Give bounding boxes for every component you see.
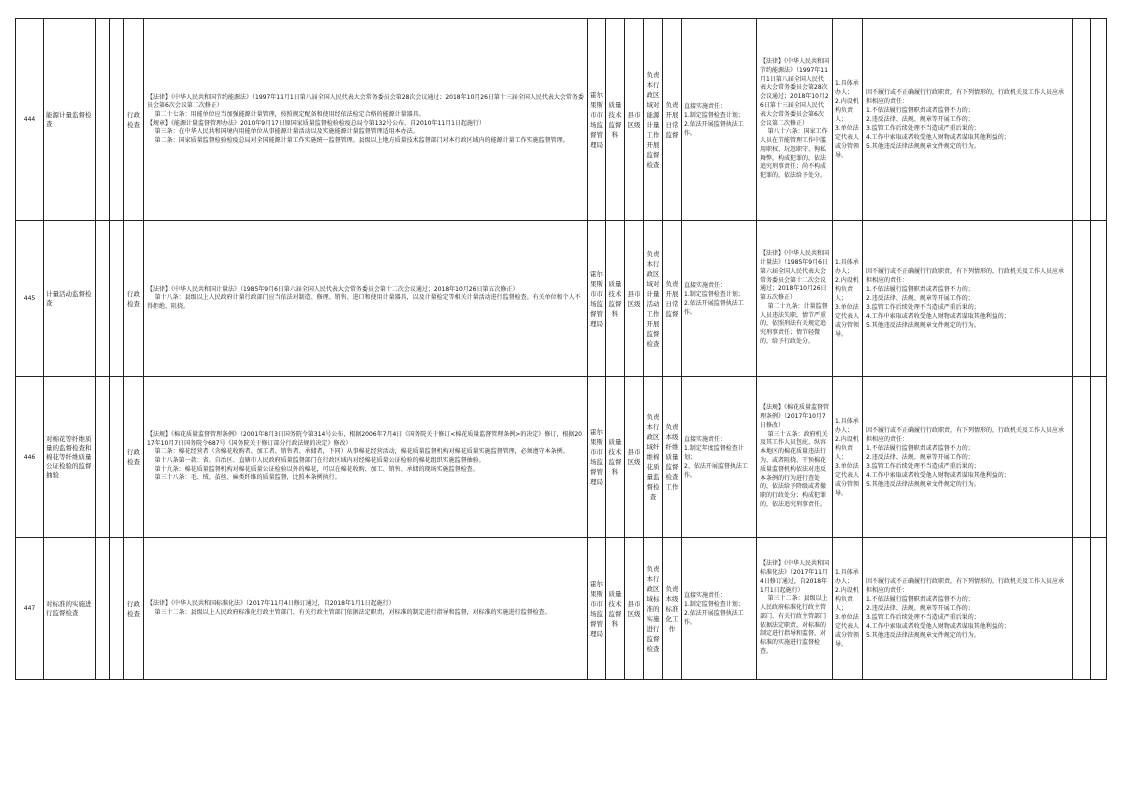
legal-basis: 【法律】《中华人民共和国计量法》（1985年9月6日第六届全国人民代表大会常务委员会第十二次会议通过；2018年10月26日第五次修正） 第十八条：县级以上人民政府计量行政部门应当依法对制造、修理、销售、进口和使用计量器具，以及计量检定等相关计量活动进行监督检查。有关单位和个人不得拒绝、阻挠。 [144, 221, 588, 377]
responsibility-table [15, 18, 1107, 680]
empty-cell [110, 377, 124, 538]
implementing-department: 霍尔果斯市市场监督管理局 [588, 221, 606, 377]
accountability-cases: 因不履行或不正确履行行政职责，有下列情形的，行政机关及工作人员应承担相应的责任： 1.不依法履行监督职责或者监督不力的； 2.违反法律、法规、规章等开展工作的； 3.监管工作后续处理不当造成严重后果的； 4.工作中索取或者收受他人财物或者谋取其他利益的； 5.其他违反法律法规规章文件规定的行为。 [863, 19, 1073, 221]
table-row [16, 377, 1107, 538]
responsibility-unit: 负责开展日常监督 [663, 221, 682, 377]
accountability-law: 【法律】《中华人民共和国计量法》（1985年9月6日第六届全国人民代表大会常务委员会第十二次会议通过；2018年10月26日第五次修正） 第二十九条：计量监督人员违法失职，情节严重的，依照刑法有关规定追究刑事责任；情节轻微的，给予行政处分。 [757, 221, 833, 377]
responsible-persons: 1.具体承办人； 2.内设机构负责人； 3.单位法定代表人或分管领导。 [833, 221, 863, 377]
item-number: 445 [16, 221, 44, 377]
responsible-persons: 1.具体承办人； 2.内设机构负责人； 3.单位法定代表人或分管领导。 [833, 19, 863, 221]
admin-level: 县市区级 [625, 19, 644, 221]
empty-cell [1091, 19, 1107, 221]
responsible-persons: 1.具体承办人； 2.内设机构负责人； 3.单位法定代表人或分管领导。 [833, 377, 863, 538]
empty-cell [1091, 221, 1107, 377]
accountability-cases: 因不履行或不正确履行行政职责，有下列情形的，行政机关及工作人员应承担相应的责任： 1.不依法履行监督职责或者监督不力的； 2.违反法律、法规、规章等开展工作的； 3.监管工作后续处理不当造成严重后果的； 4.工作中索取或者收受他人财物或者谋取其他利益的； 5.其他违反法律法规规章文件规定的行为。 [863, 221, 1073, 377]
item-category: 行政检查 [124, 221, 144, 377]
item-number: 446 [16, 377, 44, 538]
empty-cell [96, 538, 110, 680]
item-category: 行政检查 [124, 19, 144, 221]
item-category: 行政检查 [124, 377, 144, 538]
accountability-law: 【法律】《中华人民共和国标准化法》（2017年11月4日修订通过，自2018年1月1日起施行） 第三十二条：县级以上人民政府标准化行政主管部门、有关行政主管部门依据法定职责，对标准的制定进行指导和监督，对标准的实施进行监督检查。 [757, 538, 833, 680]
empty-cell [1073, 221, 1091, 377]
implementing-department: 霍尔果斯市市场监督管理局 [588, 19, 606, 221]
admin-level: 县市区级 [625, 221, 644, 377]
item-name: 计量活动监督检查 [44, 221, 96, 377]
empty-cell [1091, 377, 1107, 538]
implementing-department: 霍尔果斯市市场监督管理局 [588, 538, 606, 680]
responsibility-items: 直接实施责任： 1.制定监督检查计划； 2.依法开展监督执法工作。 [682, 19, 757, 221]
item-name: 对棉花等纤维质量的监督检查和棉花等纤维质量公证检验的监督抽验 [44, 377, 96, 538]
responsibility-items: 直接实施责任： 1.制定监督检查计划； 2.依法开展监督执法工作。 [682, 221, 757, 377]
item-name: 能源计量监督检查 [44, 19, 96, 221]
admin-level: 县市区级 [625, 538, 644, 680]
accountability-cases: 因不履行或不正确履行行政职责，有下列情形的，行政机关及工作人员应承担相应的责任： 1.不依法履行监督职责或者监督不力的； 2.违反法律、法规、规章等开展工作的； 3.监管工作后续处理不当造成严重后果的； 4.工作中索取或者收受他人财物或者谋取其他利益的； 5.其他违反法律法规规章文件规定的行为。 [863, 538, 1073, 680]
empty-cell [1073, 377, 1091, 538]
item-name: 对标准的实施进行监督检查 [44, 538, 96, 680]
responsibility-unit: 负责开展日常监督 [663, 19, 682, 221]
responsible-office: 质量技术监督科 [606, 221, 625, 377]
empty-cell [96, 377, 110, 538]
responsible-office: 质量技术监督科 [606, 377, 625, 538]
responsible-persons: 1.具体承办人； 2.内设机构负责人； 3.单位法定代表人或分管领导。 [833, 538, 863, 680]
responsibility-items: 直接实施责任： 1.制定监督检查计划； 2.依法开展监督执法工作。 [682, 538, 757, 680]
item-content: 负责本行政区域标准的实施进行监督检查 [644, 538, 663, 680]
legal-basis: 【法规】《棉花质量监督管理条例》（2001年8月3日国务院令第314号公布，根据2006年7月4日《国务院关于修订<棉花质量监督管理条例>的决定》修订，根据2017年10月7日国务院令687号《国务院关于修订部分行政法规的决定》修改） 第二条：棉花经营者（含棉花收购者、加工者、销售者、承储者，下同）从事棉花经营活动，棉花质量监督机构对棉花质量实施监督管理，必须遵守本条例。 第十八条第一款：省、自治区、直辖市人民政府质量监督部门在行政区域内对经棉花质量公证检验的棉花组织实施监督抽验。 第十九条：棉花质量监督机构对棉花质量公证检验以外的棉花，可以在棉花收购、加工、销售、承储的现场实施监督检查。 第三十八条：毛、绒、茧丝、麻类纤维的质量监督，比照本条例执行。 [144, 377, 588, 538]
empty-cell [1091, 538, 1107, 680]
accountability-law: 【法规】《棉花质量监督管理条例》（2017年10月7日修改） 第三十五条：政府机关及其工作人员包庇、纵容本地区的棉花质量违法行为，或者阻挠、干预棉花质量监督机构依法对违反本条例的行为进行查处的，依法给予降级或者撤职的行政处分；构成犯罪的，依法追究刑事责任。 [757, 377, 833, 538]
implementing-department: 霍尔果斯市市场监督管理局 [588, 377, 606, 538]
table-row [16, 19, 1107, 221]
accountability-cases: 因不履行或不正确履行行政职责，有下列情形的，行政机关及工作人员应承担相应的责任： 1.不依法履行监督职责或者监督不力的； 2.违反法律、法规、规章等开展工作的； 3.监管工作后续处理不当造成严重后果的； 4.工作中索取或者收受他人财物或者谋取其他利益的； 5.其他违反法律法规规章文件规定的行为。 [863, 377, 1073, 538]
empty-cell [110, 538, 124, 680]
table-row [16, 221, 1107, 377]
accountability-law: 【法律】《中华人民共和国节约能源法》（1997年11月1日第八届全国人民代表大会常务委员会第28次会议通过；2018年10月26日第十三届全国人民代表大会常务委员会第6次会议第二次修正） 第八十六条：国家工作人员在节能管理工作中滥用职权、玩忽职守、徇私舞弊，构成犯罪的，依法追究刑事责任；尚不构成犯罪的，依法给予处分。 [757, 19, 833, 221]
item-content: 负责本行政区域对计量活动工作开展监督检查 [644, 221, 663, 377]
responsibility-unit: 负责本级纤维质量监督检查工作 [663, 377, 682, 538]
empty-cell [96, 221, 110, 377]
legal-basis: 【法律】《中华人民共和国节约能源法》（1997年11月1日第八届全国人民代表大会常务委员会第28次会议通过；2018年10月26日第十三届全国人民代表大会常务委员会第6次会议第二次修正） 第二十七条：用能单位应当加强能源计量管理，按照规定配备和使用经依法检定合格的能源计量器具。 【规章】《能源计量监督管理办法》2010年9月17日原国家质量监督检验检疫总局令第132号公布，自2010年11月1日起施行） 第三条：在中华人民共和国境内用能单位从事能源计量活动以及实施能源计量监督管理适用本办法。 第二条：国家质量监督检验检疫总局对全国能源计量工作实施统一监督管理。县级以上地方质量技术监督部门对本行政区域内的能源计量工作实施监督管理。 [144, 19, 588, 221]
item-category: 行政检查 [124, 538, 144, 680]
item-number: 447 [16, 538, 44, 680]
responsibility-unit: 负责本级标准化工作 [663, 538, 682, 680]
item-content: 负责本行政区域纤维棉花质量监督检查 [644, 377, 663, 538]
empty-cell [110, 19, 124, 221]
empty-cell [110, 221, 124, 377]
responsibility-table-page [15, 18, 1106, 680]
item-number: 444 [16, 19, 44, 221]
empty-cell [1073, 19, 1091, 221]
responsible-office: 质量技术监督科 [606, 538, 625, 680]
table-row [16, 538, 1107, 680]
admin-level: 县市区级 [625, 377, 644, 538]
empty-cell [96, 19, 110, 221]
legal-basis: 【法律】《中华人民共和国标准化法》（2017年11月4日修订通过，自2018年1月1日起施行） 第三十二条：县级以上人民政府标准化行政主管部门、有关行政主管部门依据法定职责，对标准的制定进行指导和监督，对标准的实施进行监督检查。 [144, 538, 588, 680]
item-content: 负责本行政区域对能源计量工作开展监督检查 [644, 19, 663, 221]
responsibility-items: 直接实施责任： 1.制定年度监督检查计划； 2、依法开展监督执法工作。 [682, 377, 757, 538]
empty-cell [1073, 538, 1091, 680]
responsible-office: 质量技术监督科 [606, 19, 625, 221]
